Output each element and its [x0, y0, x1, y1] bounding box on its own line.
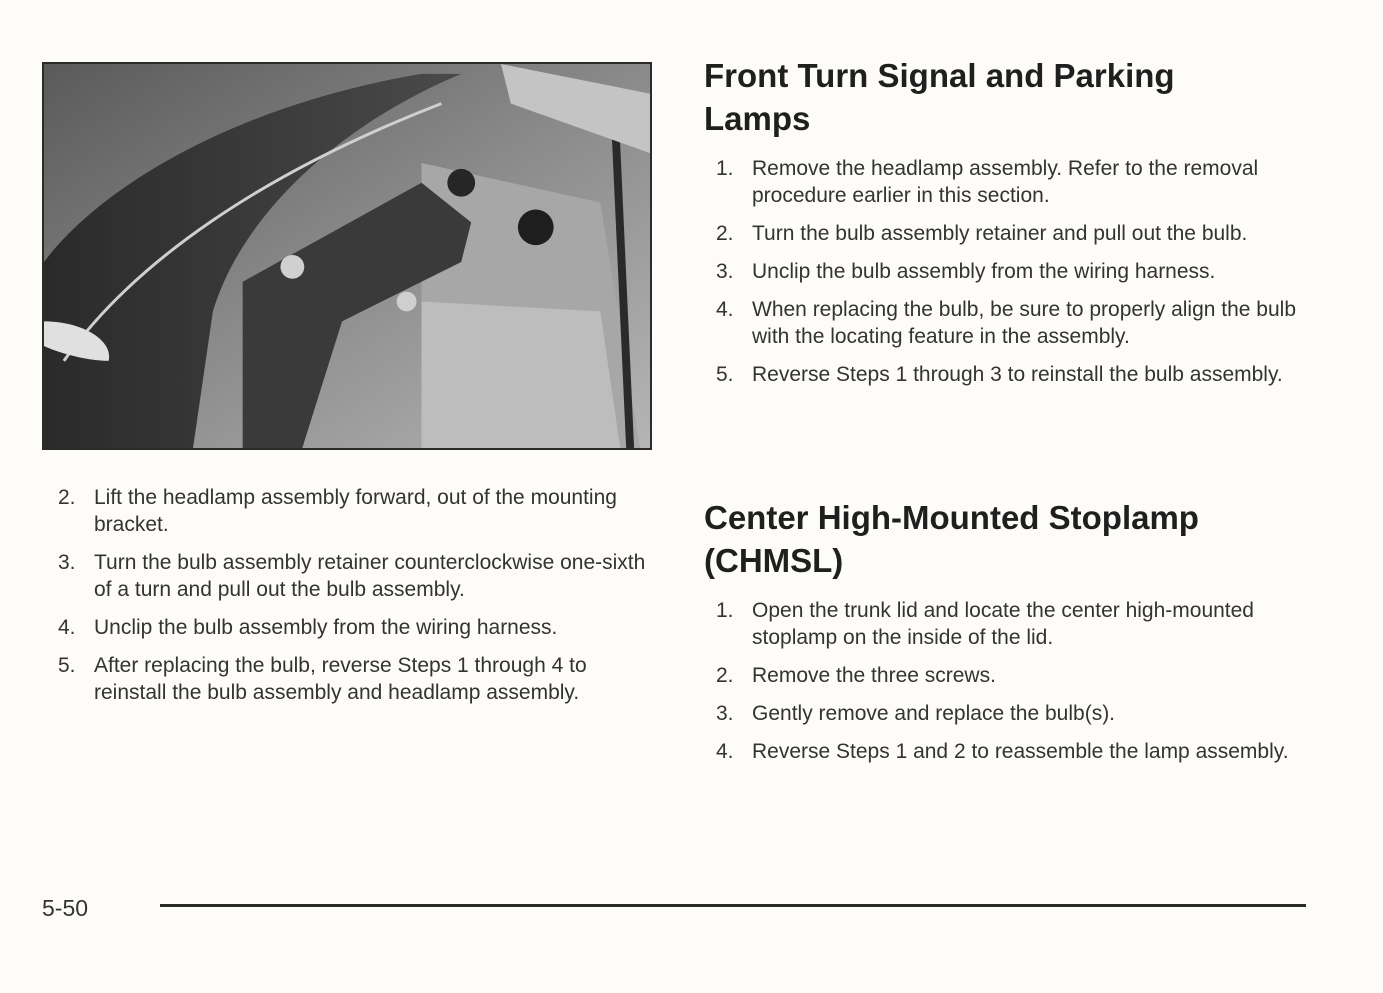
- step-number: 2.: [716, 664, 734, 687]
- step-number: 5.: [58, 654, 76, 677]
- list-item: [46, 652, 646, 706]
- step-text: Gently remove and replace the bulb(s).: [752, 702, 1116, 725]
- step-number: 2.: [58, 486, 76, 509]
- left-steps-list: [46, 484, 646, 717]
- step-text: When replacing the bulb, be sure to properly align the bulb with the locating feature in the assembly.: [752, 298, 1297, 348]
- step-number: 4.: [58, 616, 76, 639]
- headlamp-photo: [42, 62, 652, 450]
- step-text: After replacing the bulb, reverse Steps 1 through 4 to reinstall the bulb assembly and headlamp assembly.: [94, 654, 587, 704]
- step-text: Remove the headlamp assembly. Refer to the removal procedure earlier in this section.: [752, 157, 1259, 207]
- step-number: 3.: [716, 702, 734, 725]
- list-item: [704, 155, 1304, 209]
- step-number: 4.: [716, 298, 734, 321]
- section-title-chmsl: Center High-Mounted Stoplamp (CHMSL): [704, 499, 1199, 579]
- list-item: [704, 296, 1304, 350]
- chmsl-steps: [704, 597, 1304, 776]
- step-text: Reverse Steps 1 and 2 to reassemble the lamp assembly.: [752, 740, 1289, 763]
- step-text: Lift the headlamp assembly forward, out of the mounting bracket.: [94, 486, 617, 536]
- step-number: 1.: [716, 157, 734, 180]
- section-title-front-turn-signal: Front Turn Signal and Parking Lamps: [704, 57, 1175, 137]
- step-number: 4.: [716, 740, 734, 763]
- step-text: Turn the bulb assembly retainer counterclockwise one-sixth of a turn and pull out the bulb assembly.: [94, 551, 646, 601]
- list-item: [704, 662, 1304, 689]
- list-item: [46, 484, 646, 538]
- step-text: Remove the three screws.: [752, 664, 996, 687]
- step-number: 3.: [58, 551, 76, 574]
- step-text: Unclip the bulb assembly from the wiring harness.: [752, 260, 1216, 283]
- list-item: [704, 361, 1304, 388]
- step-text: Open the trunk lid and locate the center high-mounted stoplamp on the inside of the lid.: [752, 599, 1254, 649]
- page-number: 5-50: [42, 895, 89, 921]
- step-number: 5.: [716, 363, 734, 386]
- footer-rule: [160, 904, 1306, 907]
- list-item: [46, 549, 646, 603]
- step-number: 2.: [716, 222, 734, 245]
- step-number: 1.: [716, 599, 734, 622]
- list-item: [704, 258, 1304, 285]
- headlamp-photo-image: [44, 64, 650, 448]
- step-number: 3.: [716, 260, 734, 283]
- step-text: Unclip the bulb assembly from the wiring harness.: [94, 616, 558, 639]
- list-item: [704, 597, 1304, 651]
- list-item: [704, 700, 1304, 727]
- list-item: [46, 614, 646, 641]
- step-text: Reverse Steps 1 through 3 to reinstall the bulb assembly.: [752, 363, 1283, 386]
- front-turn-signal-steps: [704, 155, 1304, 399]
- list-item: [704, 738, 1304, 765]
- step-text: Turn the bulb assembly retainer and pull out the bulb.: [752, 222, 1248, 245]
- list-item: [704, 220, 1304, 247]
